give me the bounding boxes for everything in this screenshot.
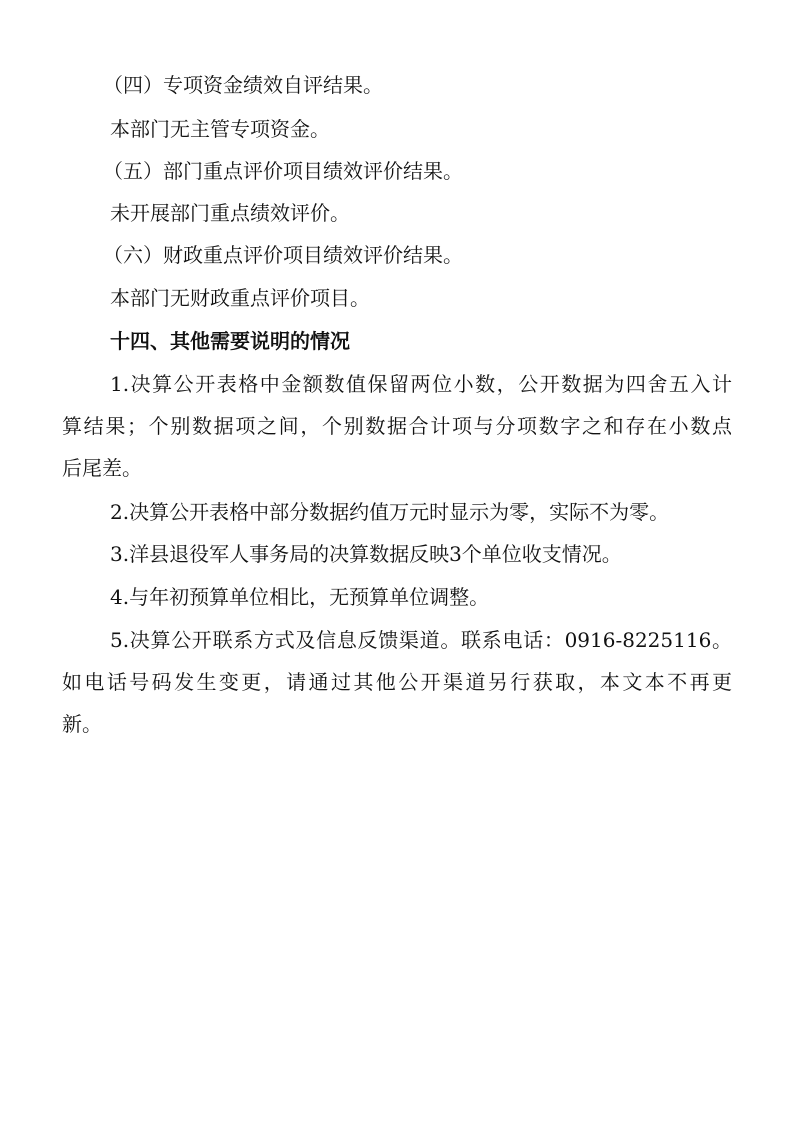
section-5-body: 未开展部门重点绩效评价。 [110, 201, 350, 225]
item-5-line-1: 5.决算公开联系方式及信息反馈渠道。联系电话：0916-8225116。 [110, 628, 732, 652]
item-5-line-2: 如电话号码发生变更，请通过其他公开渠道另行获取，本文本不再更 [62, 670, 732, 694]
item-3: 3.洋县退役军人事务局的决算数据反映3个单位收支情况。 [110, 542, 622, 566]
section-6-title: （六）财政重点评价项目绩效评价结果。 [103, 243, 463, 267]
section-4-body: 本部门无主管专项资金。 [110, 117, 330, 141]
item-5-line-3: 新。 [62, 712, 102, 736]
section-14-heading: 十四、其他需要说明的情况 [110, 329, 350, 353]
item-1-line-3: 后尾差。 [62, 456, 142, 480]
item-1-line-2: 算结果；个别数据项之间，个别数据合计项与分项数字之和存在小数点 [62, 414, 732, 438]
item-1-line-1: 1.决算公开表格中金额数值保留两位小数，公开数据为四舍五入计 [110, 372, 732, 396]
section-6-body: 本部门无财政重点评价项目。 [110, 286, 370, 310]
item-2: 2.决算公开表格中部分数据约值万元时显示为零，实际不为零。 [110, 500, 670, 524]
section-5-title: （五）部门重点评价项目绩效评价结果。 [103, 159, 463, 183]
item-4: 4.与年初预算单位相比，无预算单位调整。 [110, 585, 490, 609]
section-4-title: （四）专项资金绩效自评结果。 [103, 73, 383, 97]
